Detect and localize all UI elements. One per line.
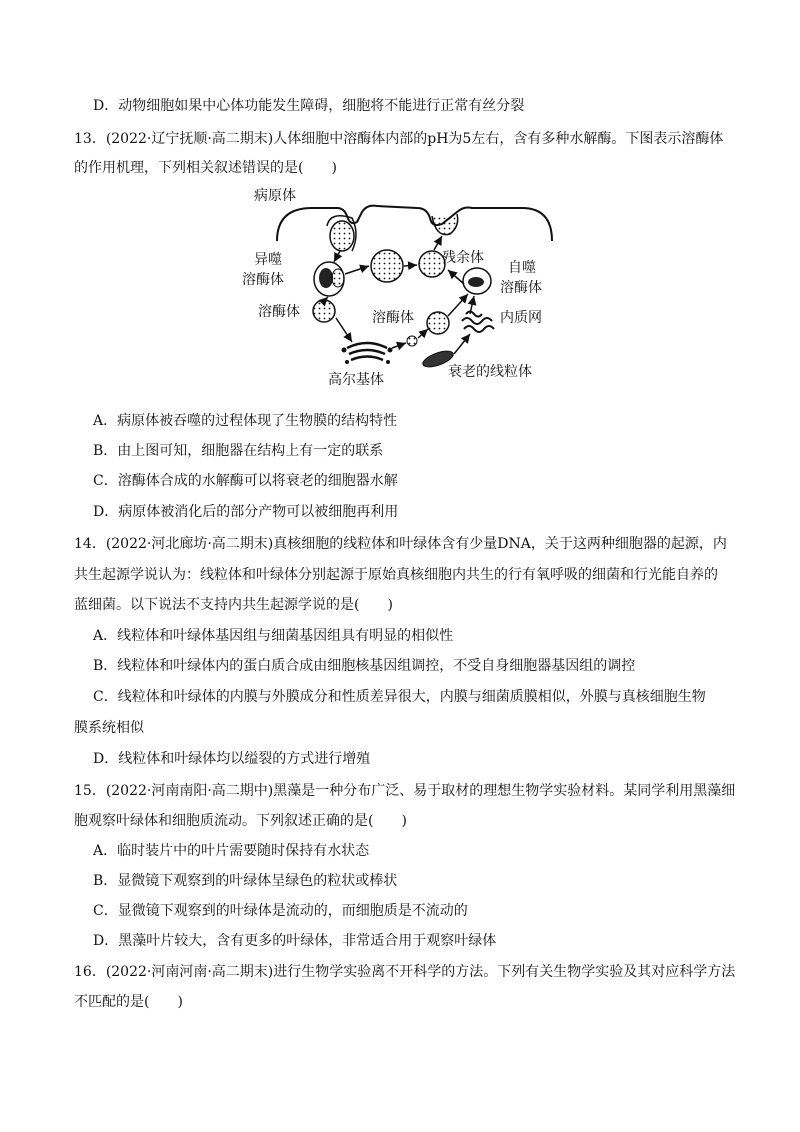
q13-option-b: B．由上图可知，细胞器在结构上有一定的联系 [93,443,384,459]
q16-stem-line2: 不匹配的是( ) [74,994,183,1010]
lysosome-center-shape [427,312,449,334]
label-lysosome-center: 溶酶体 [372,310,414,326]
label-golgi: 高尔基体 [328,372,384,388]
label-pathogen: 病原体 [254,188,296,204]
q14-option-a: A．线粒体和叶绿体基因组与细菌基因组具有明显的相似性 [93,628,454,644]
q14-option-b: B．线粒体和叶绿体内的蛋白质合成由细胞核基因组调控，不受自身细胞器基因组的调控 [93,658,636,674]
q15-option-d: D．黑藻叶片较大，含有更多的叶绿体，非常适合用于观察叶绿体 [93,933,497,949]
label-heterophagic-2: 溶酶体 [242,272,284,288]
golgi-shape [347,343,387,360]
q13-stem-line1: 13．(2022·辽宁抚顺·高二期末)人体细胞中溶酶体内部的pH为5左右，含有多种水解酶。下图表示溶酶体 [74,131,724,147]
q12-option-d: D．动物细胞如果中心体功能发生障碍，细胞将不能进行正常有丝分裂 [93,98,525,114]
lysosome-mechanism-figure [242,186,572,388]
cell-membrane [277,206,552,241]
q14-option-c-line1: C．线粒体和叶绿体的内膜与外膜成分和性质差异很大，内膜与细菌质膜相似，外膜与真核细胞生物 [93,689,706,705]
q15-stem-line1: 15．(2022·河南南阳·高二期中)黑藻是一种分布广泛、易于取材的理想生物学实验材料。某同学利用黑藻细 [74,783,736,799]
q13-stem-line2: 的作用机理，下列相关叙述错误的是( ) [74,160,337,176]
q15-option-c: C．显微镜下观察到的叶绿体是流动的，而细胞质是不流动的 [93,903,468,919]
q14-stem-line1: 14．(2022·河北廊坊·高二期末)真核细胞的线粒体和叶绿体含有少量DNA，关于这两种细胞器的起源，内 [74,536,727,552]
label-lysosome-left: 溶酶体 [258,304,300,320]
q15-option-b: B．显微镜下观察到的叶绿体呈绿色的粒状或棒状 [93,873,398,889]
label-heterophagic-1: 异噬 [254,252,282,268]
q14-option-c-line2: 膜系统相似 [74,720,144,736]
q16-stem-line1: 16．(2022·河南河南·高二期末)进行生物学实验离不开科学的方法。下列有关生物学实验及其对应科学方法 [74,964,736,980]
label-autophagic-1: 自噬 [508,260,536,276]
q13-option-d: D．病原体被消化后的部分产物可以被细胞再利用 [93,504,399,520]
digesting-vesicle-shape [371,250,403,282]
q14-stem-line3: 蓝细菌。以下说法不支持内共生起源学说的是( ) [74,597,393,613]
label-aging-mito: 衰老的线粒体 [448,364,532,380]
pathogen-shape [330,221,354,251]
q14-stem-line2: 共生起源学说认为：线粒体和叶绿体分别起源于原始真核细胞内共生的行有氧呼吸的细菌和行光能自养的 [74,567,718,583]
q15-stem-line2: 胞观察叶绿体和细胞质流动。下列叙述正确的是( ) [74,813,407,829]
q15-option-a: A．临时装片中的叶片需要随时保持有水状态 [93,843,370,859]
er-shape [462,312,494,333]
label-autophagic-2: 溶酶体 [500,280,542,296]
label-residual: 残余体 [442,250,484,266]
q13-option-a: A．病原体被吞噬的过程体现了生物膜的结构特性 [93,413,398,429]
q13-option-c: C．溶酶体合成的水解酶可以将衰老的细胞器水解 [93,473,398,489]
label-er: 内质网 [500,310,542,326]
q14-option-d: D．线粒体和叶绿体均以缢裂的方式进行增殖 [93,751,371,767]
lysosome-left-shape [313,300,335,322]
